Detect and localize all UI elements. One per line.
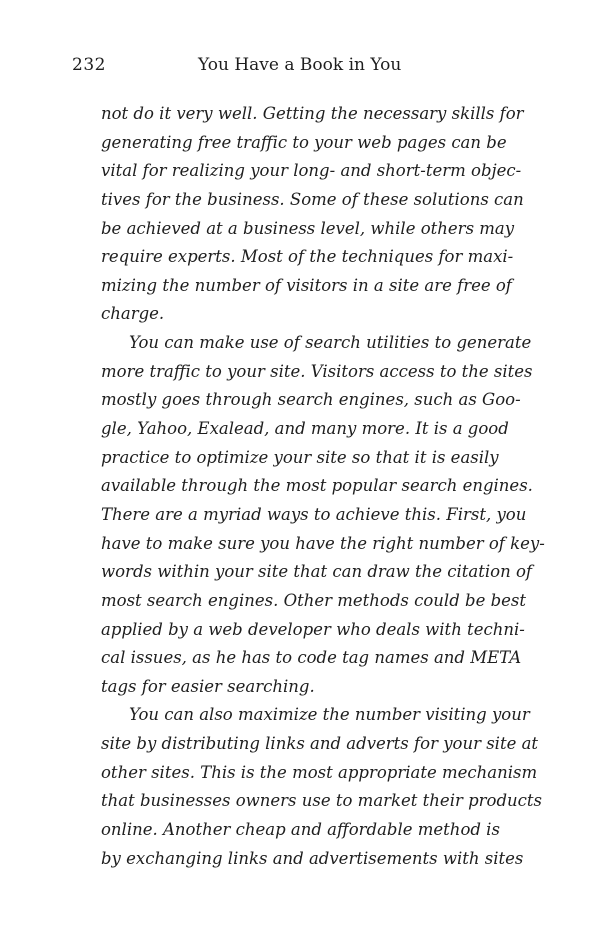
text-line: words within your site that can draw the citation of (101, 562, 533, 582)
text-line: require experts. Most of the techniques for maxi- (101, 247, 514, 267)
text-line: not do it very well. Getting the necessary skills for (101, 104, 524, 123)
text-line: vital for realizing your long- and short-term objec- (101, 161, 522, 181)
text-line: tags for easier searching. (101, 676, 315, 696)
text-line: other sites. This is the most appropriate mechanism (101, 762, 538, 782)
text-line: generating free traffic to your web pages can be (101, 132, 507, 152)
text-line: cal issues, as he has to code tag names and META (101, 648, 522, 668)
text-line: mostly goes through search engines, such as Goo- (101, 390, 521, 410)
text-line: mizing the number of visitors in a site are free of (101, 275, 512, 295)
text-line: gle, Yahoo, Exalead, and many more. It is a good (101, 419, 509, 439)
text-line: You can make use of search utilities to generate (129, 333, 532, 353)
text-line: more traffic to your site. Visitors access to the sites (101, 361, 533, 381)
text-line: available through the most popular search engines. (101, 476, 533, 496)
page-number: 232 (72, 55, 106, 75)
text-line: applied by a web developer who deals with techni- (101, 619, 525, 639)
text-line: charge. (101, 304, 165, 324)
text-line: practice to optimize your site so that it is easily (101, 447, 499, 467)
text-line: that businesses owners use to market their products (101, 791, 543, 811)
text-line: online. Another cheap and affordable method is (101, 820, 500, 840)
text-line: have to make sure you have the right number of key- (101, 533, 545, 553)
book-title: You Have a Book in You (198, 55, 402, 75)
text-line: There are a myriad ways to achieve this. First, you (101, 504, 527, 524)
running-head (0, 55, 600, 79)
body-text (101, 100, 545, 873)
text-line: tives for the business. Some of these solutions can (101, 189, 524, 209)
text-line: site by distributing links and adverts for your site at (101, 734, 539, 754)
text-line: be achieved at a business level, while others may (101, 218, 515, 238)
text-line: most search engines. Other methods could be best (101, 590, 527, 610)
text-line: You can also maximize the number visiting your (129, 705, 530, 725)
text-line: by exchanging links and advertisements with sites (101, 848, 524, 868)
